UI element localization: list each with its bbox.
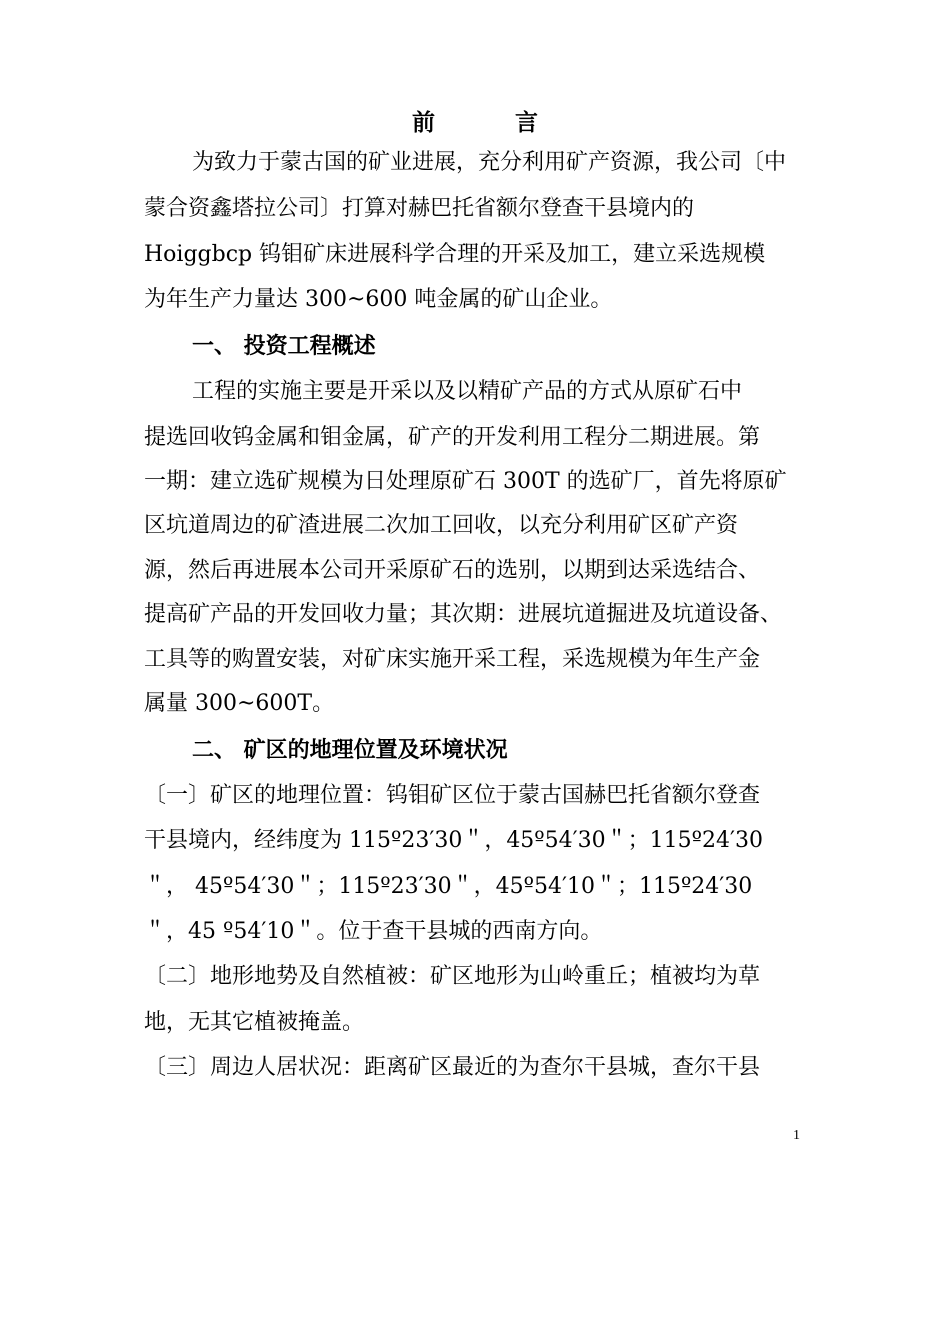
section2-line-4: ＂，45 º54′10＂。位于查干县城的西南方向。 [144,919,603,944]
section2-line-3: ＂， 45º54′30＂；115º23′30＂，45º54′10＂；115º24′30 [144,874,753,899]
section2-heading: 二、 矿区的地理位置及环境状况 [192,738,508,763]
preface-line-4: 为年生产力量达 300~600 吨金属的矿山企业。 [144,287,613,312]
preface-line-2: 蒙合资鑫塔拉公司〕打算对赫巴托省额尔登查干县境内的 [144,196,695,221]
section1-line-1: 工程的实施主要是开采以及以精矿产品的方式从原矿石中 [192,379,743,404]
preface-line-1: 为致力于蒙古国的矿业进展，充分利用矿产资源，我公司〔中 [192,150,787,175]
page-title: 前 言 [411,110,574,136]
section1-line-3: 一期：建立选矿规模为日处理原矿石 300T 的选矿厂，首先将原矿 [144,469,787,494]
section1-line-5: 源，然后再进展本公司开采原矿石的选别，以期到达采选结合、 [144,558,761,583]
section1-line-2: 提选回收钨金属和钼金属，矿产的开发利用工程分二期进展。第 [144,425,761,450]
section2-line-5: 〔二〕地形地势及自然植被：矿区地形为山岭重丘；植被均为草 [144,964,761,989]
section1-line-8: 属量 300~600T。 [144,691,335,716]
preface-line-3: Hoiggbcp 钨钼矿床进展科学合理的开采及加工，建立采选规模 [144,242,766,267]
section1-line-6: 提高矿产品的开发回收力量；其次期：进展坑道掘进及坑道设备、 [144,602,783,627]
section2-line-1: 〔一〕矿区的地理位置：钨钼矿区位于蒙古国赫巴托省额尔登查 [144,783,761,808]
page-number: 1 [793,1128,800,1143]
section2-line-7: 〔三〕周边人居状况：距离矿区最近的为查尔干县城，查尔干县 [144,1055,761,1080]
section2-line-2: 干县境内，经纬度为 115º23′30＂，45º54′30＂；115º24′30 [144,828,763,853]
section2-line-6: 地，无其它植被掩盖。 [144,1010,365,1035]
section1-line-7: 工具等的购置安装，对矿床实施开采工程，采选规模为年生产金 [144,647,761,672]
section1-line-4: 区坑道周边的矿渣进展二次加工回收，以充分利用矿区矿产资 [144,513,739,538]
section1-heading: 一、 投资工程概述 [192,334,376,359]
